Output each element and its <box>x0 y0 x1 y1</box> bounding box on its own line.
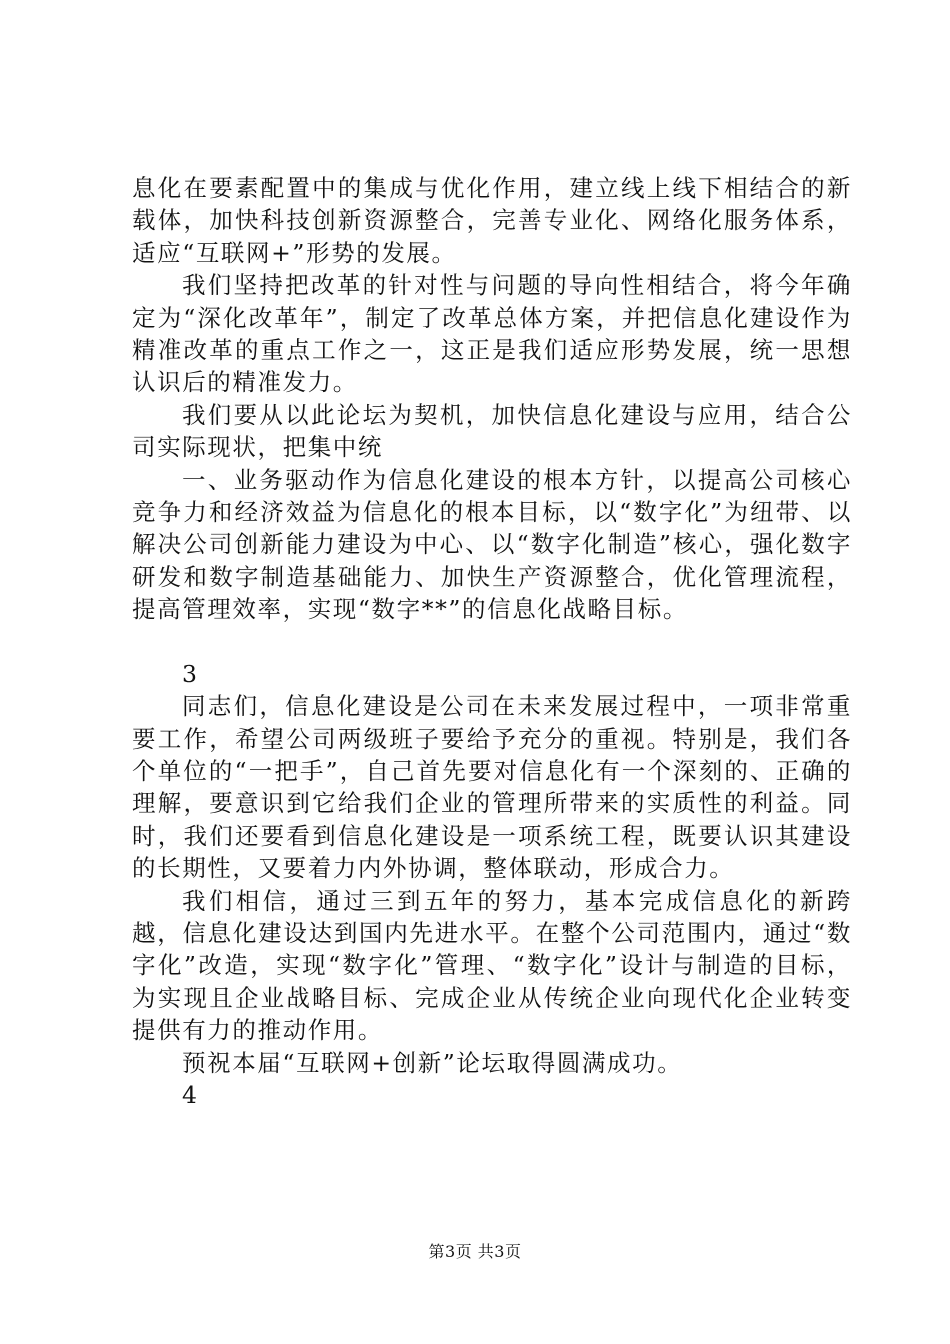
document-body <box>132 172 852 1111</box>
paragraph-4: 一、业务驱动作为信息化建设的根本方针，以提高公司核心竞争力和经济效益为信息化的根本目标，以“数字化”为纽带、以解决公司创新能力建设为中心、以“数字化制造”核心，强化数字研发和数字制造基础能力、加快生产资源整合，优化管理流程，提高管理效率，实现“数字**”的信息化战略目标。 <box>132 465 852 624</box>
inline-page-number-3: 3 <box>182 659 197 688</box>
paragraph-5: 同志们，信息化建设是公司在未来发展过程中，一项非常重要工作，希望公司两级班子要给予充分的重视。特别是，我们各个单位的“一把手”，自己首先要对信息化有一个深刻的、正确的理解，要意识到它给我们企业的管理所带来的实质性的利益。同时，我们还要看到信息化建设是一项系统工程，既要认识其建设的长期性，又要着力内外协调，整体联动，形成合力。 <box>132 692 852 883</box>
paragraph-2: 我们坚持把改革的针对性与问题的导向性相结合，将今年确定为“深化改革年”，制定了改革总体方案，并把信息化建设作为精准改革的重点工作之一，这正是我们适应形势发展，统一思想认识后的精准发力。 <box>132 271 852 397</box>
blank-line <box>132 626 852 658</box>
paragraph-1: 息化在要素配置中的集成与优化作用，建立线上线下相结合的新载体，加快科技创新资源整合，完善专业化、网络化服务体系，适应“互联网+”形势的发展。 <box>132 174 852 267</box>
paragraph-3: 我们要从以此论坛为契机，加快信息化建设与应用，结合公司实际现状，把集中统 <box>132 400 852 462</box>
page-footer: 第3页 共3页 <box>428 1242 522 1261</box>
paragraph-6: 我们相信，通过三到五年的努力，基本完成信息化的新跨越，信息化建设达到国内先进水平。在整个公司范围内，通过“数字化”改造，实现“数字化”管理、“数字化”设计与制造的目标，为实现且企业战略目标、完成企业从传统企业向现代化企业转变提供有力的推动作用。 <box>132 886 852 1045</box>
inline-page-number-4: 4 <box>182 1080 197 1109</box>
paragraph-7: 预祝本届“互联网+创新”论坛取得圆满成功。 <box>182 1048 683 1077</box>
